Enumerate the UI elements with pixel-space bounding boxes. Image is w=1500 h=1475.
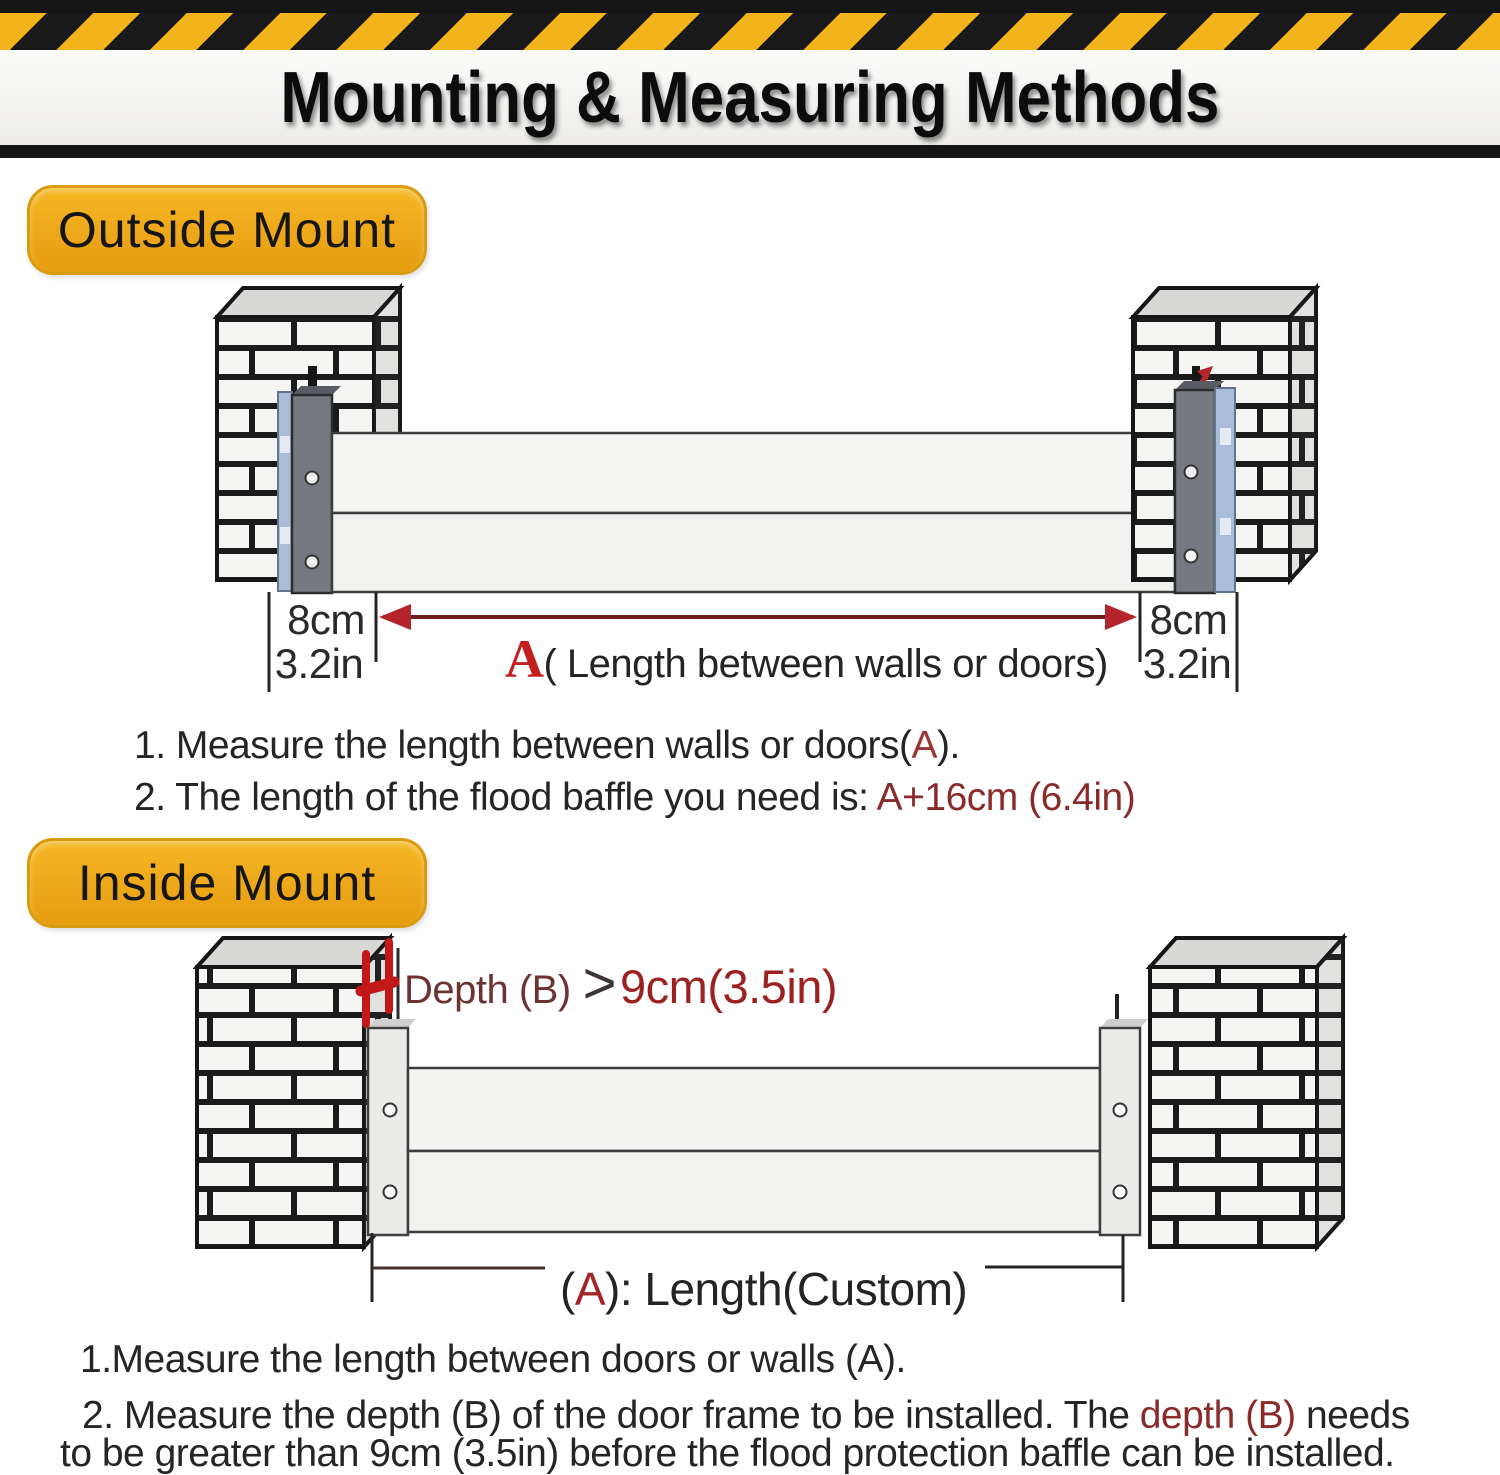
outside-note-2-text: 2. The length of the flood baffle you need is: <box>134 776 877 819</box>
inside-depth-label <box>404 950 837 1017</box>
outside-mount-badge-label: Outside Mount <box>57 202 397 258</box>
depth-b-text: Depth (B) <box>404 968 571 1012</box>
inside-note-2-text: 2. Measure the depth (B) of the door frame to be installed. The <box>82 1394 1140 1437</box>
outside-right-in-label: 3.2in <box>1142 640 1232 687</box>
inside-note-2-end: needs <box>1295 1394 1410 1437</box>
outside-note-1 <box>134 724 960 768</box>
outside-left-gasket-strip <box>278 392 292 591</box>
page-title: Mounting & Measuring Methods <box>280 57 1220 138</box>
outside-span-arrow-icon <box>379 604 1137 630</box>
inside-mount-badge-label: Inside Mount <box>77 855 377 911</box>
outside-note-1-end: ). <box>936 724 960 767</box>
greater-than-sign: > <box>582 951 617 1016</box>
outside-note-1-text: 1. Measure the length between walls or doors( <box>134 724 912 767</box>
outside-note-2 <box>134 776 1135 820</box>
outside-right-cm-label: 8cm <box>1149 596 1228 643</box>
outside-flood-barrier-panels <box>332 433 1175 592</box>
length-open-paren: ( <box>560 1263 575 1315</box>
depth-min-value: 9cm(3.5in) <box>620 960 838 1013</box>
outside-length-a-label <box>505 628 1108 690</box>
length-a-description: ( Length between walls or doors) <box>543 642 1108 686</box>
outside-right-gasket-strip <box>1215 388 1235 592</box>
inside-note-1: 1.Measure the length between doors or walls (A). <box>80 1338 906 1381</box>
inside-note-3: to be greater than 9cm (3.5in) before the flood protection baffle can be installed. <box>60 1432 1395 1475</box>
inside-right-mounting-channel <box>1100 1019 1148 1235</box>
inside-right-brick-pillar <box>1150 938 1343 1247</box>
outside-left-in-label: 3.2in <box>274 640 364 687</box>
length-a-red: A <box>574 1263 606 1315</box>
outside-note-2-formula: A+16cm (6.4in) <box>876 776 1136 819</box>
inside-length-label <box>560 1262 967 1316</box>
inside-left-brick-pillar <box>197 938 390 1247</box>
outside-left-cm-label: 8cm <box>287 596 365 643</box>
inside-note-2-depth: depth (B) <box>1139 1394 1296 1437</box>
length-a-letter: A <box>505 629 544 689</box>
outside-note-1-a: A <box>911 724 937 767</box>
inside-flood-barrier-panels <box>408 1068 1100 1232</box>
length-custom-text: ): Length(Custom) <box>605 1263 968 1315</box>
